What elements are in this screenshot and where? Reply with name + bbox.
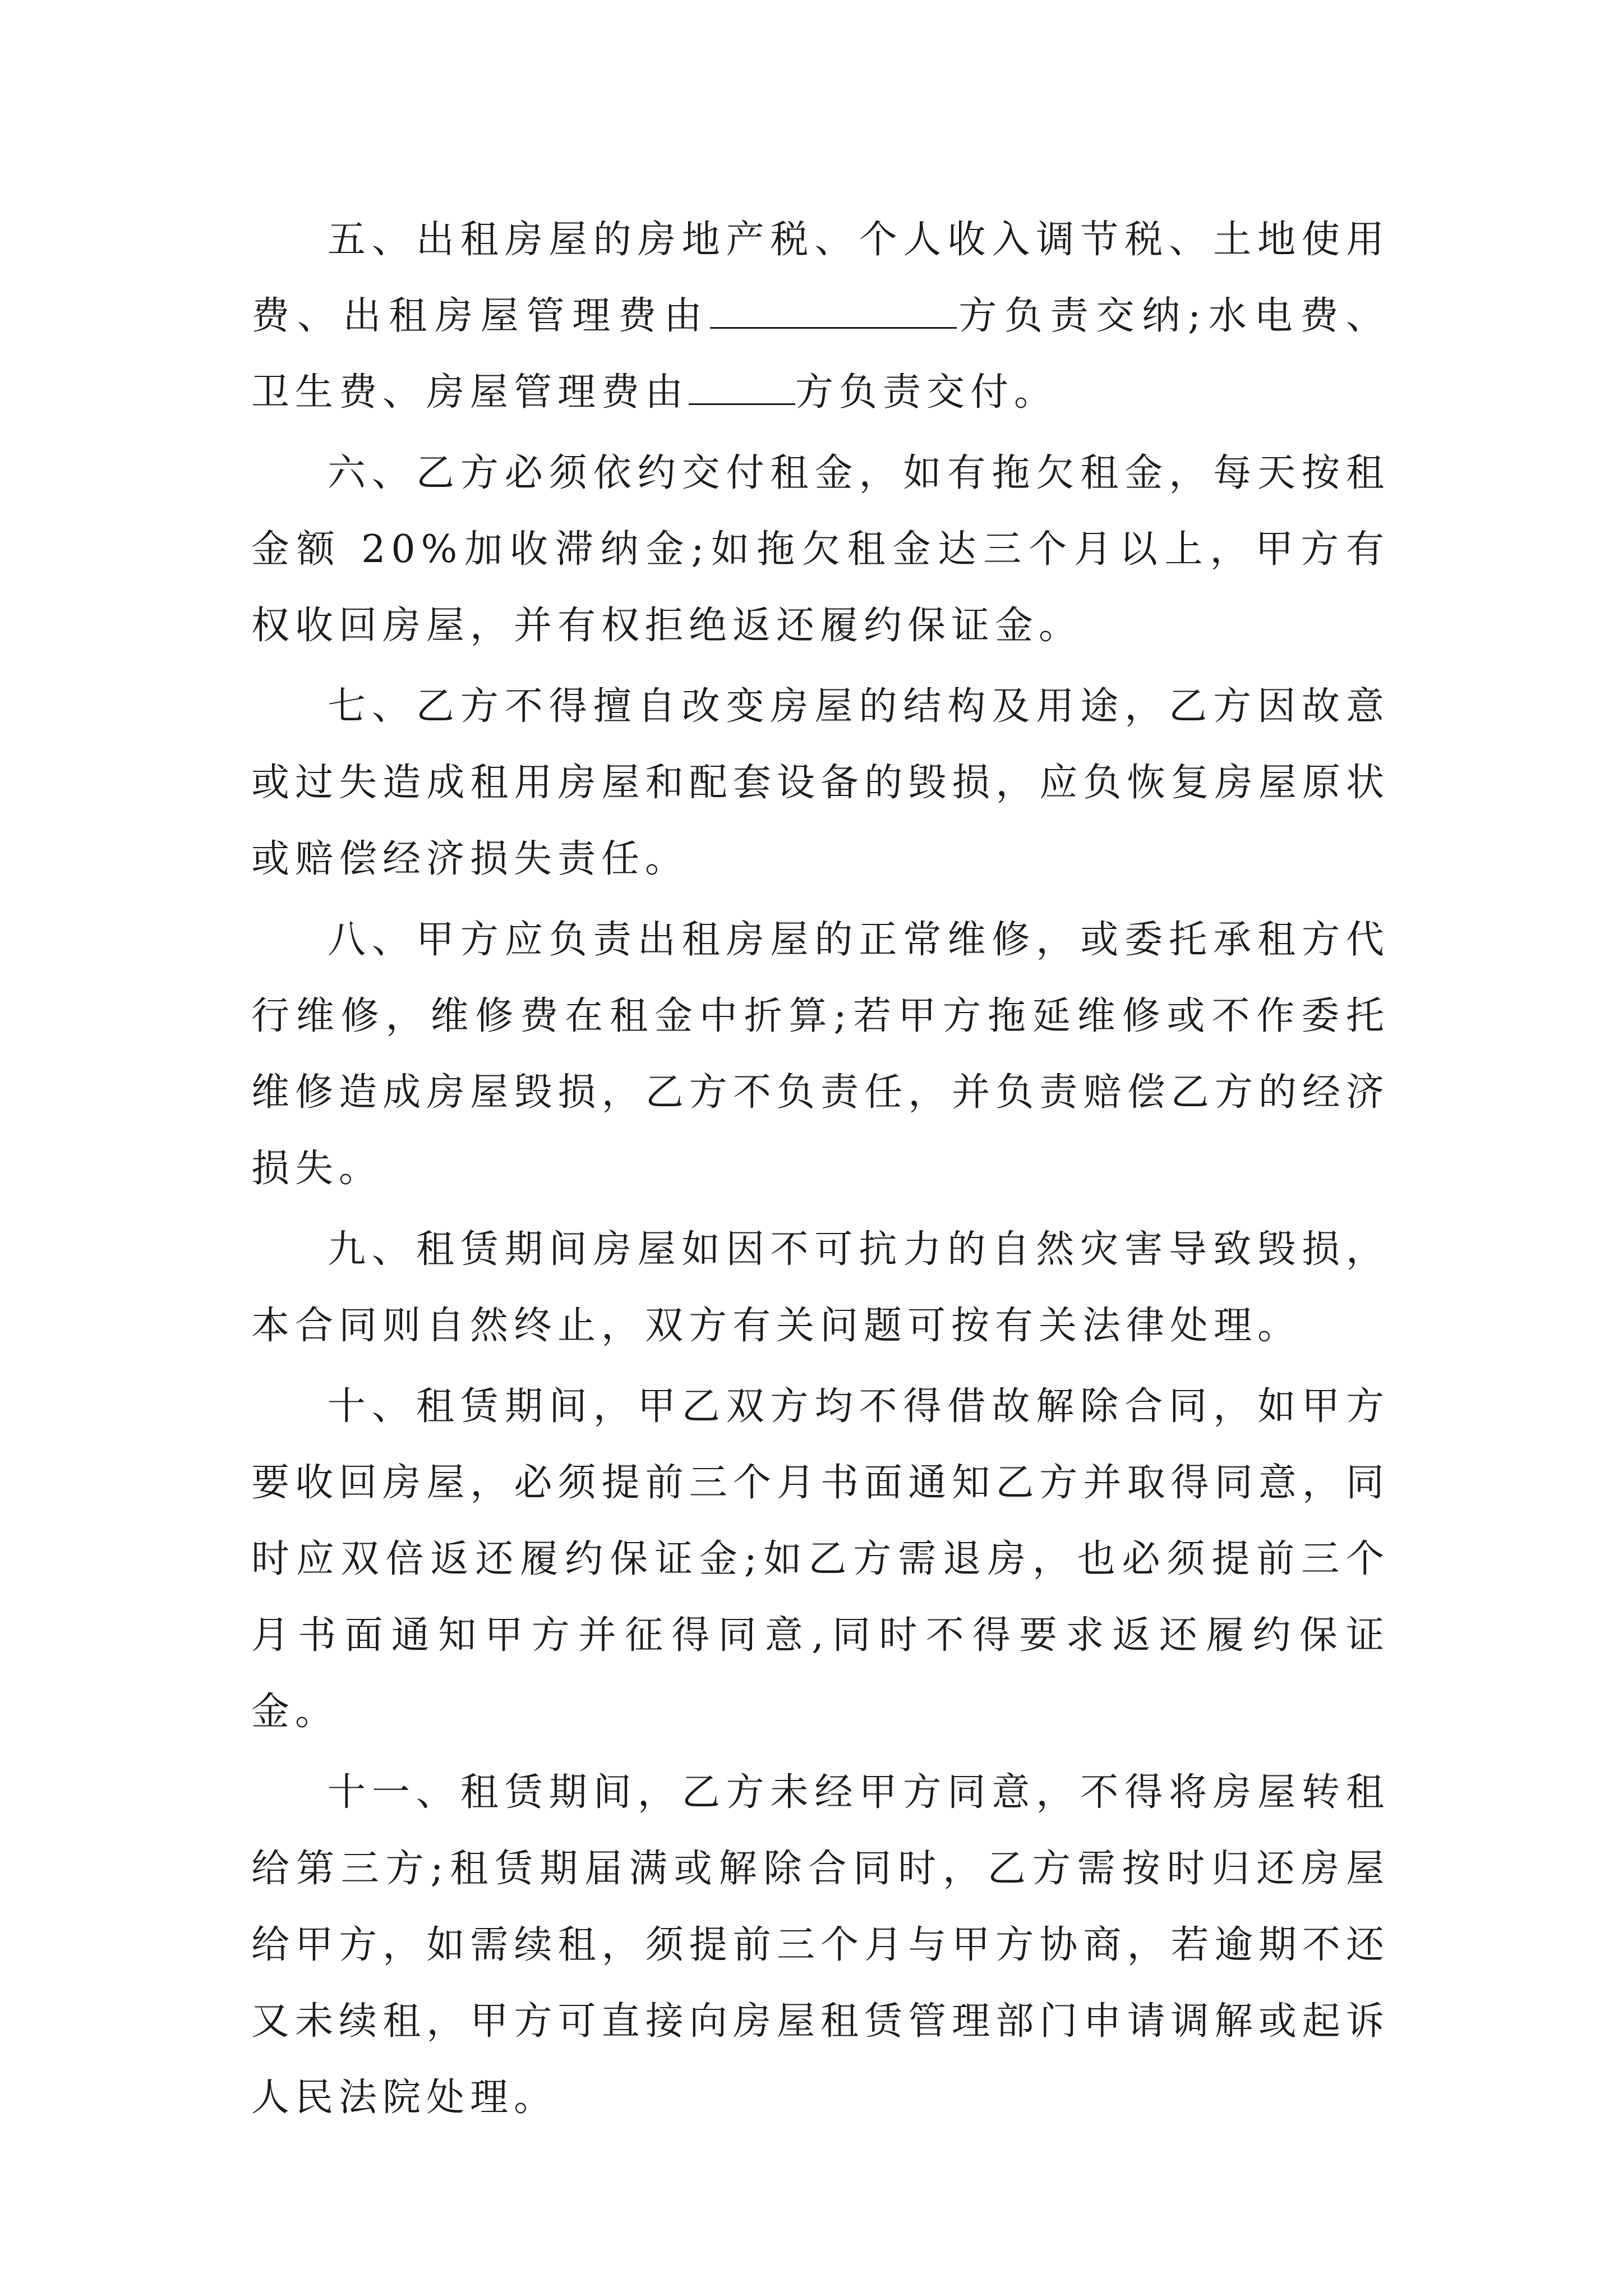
clause-6: 六、乙方必须依约交付租金，如有拖欠租金，每天按租金额 20%加收滞纳金;如拖欠租金达三个月以上，甲方有权收回房屋，并有权拒绝返还履约保证金。 [251, 451, 1390, 648]
clause-5-part-3: 方负责交付。 [795, 370, 1058, 415]
clause-8: 八、甲方应负责出租房屋的正常维修，或委托承租方代行维修，维修费在租金中折算;若甲方拖延维修或不作委托维修造成房屋毁损，乙方不负责任，并负责赔偿乙方的经济损失。 [251, 918, 1390, 1191]
clause-9: 九、租赁期间房屋如因不可抗力的自然灾害导致毁损，本合同则自然终止，双方有关问题可按有关法律处理。 [251, 1227, 1390, 1348]
fill-in-blank-utility-party [689, 370, 795, 405]
clause-11: 十一、租赁期间，乙方未经甲方同意，不得将房屋转租给第三方;租赁期届满或解除合同时，乙方需按时归还房屋给甲方，如需续租，须提前三个月与甲方协商，若逾期不还又未续租，甲方可直接向房屋租赁管理部门申请调解或起诉人民法院处理。 [251, 1770, 1390, 2120]
fill-in-blank-tax-party [710, 293, 957, 329]
clause-5 [251, 202, 1390, 431]
clause-10: 十、租赁期间，甲乙双方均不得借故解除合同，如甲方要收回房屋，必须提前三个月书面通知乙方并取得同意，同时应双倍返还履约保证金;如乙方需退房，也必须提前三个月书面通知甲方并征得同意,同时不得要求返还履约保证金。 [251, 1384, 1390, 1734]
document-body [251, 202, 1390, 2141]
clause-7: 七、乙方不得擅自改变房屋的结构及用途，乙方因故意或过失造成租用房屋和配套设备的毁损，应负恢复房屋原状或赔偿经济损失责任。 [251, 684, 1390, 881]
clause-5-part-1: 五、出租房屋的房地产税、个人收入调节税、土地使用费、出租房屋管理费由 [251, 218, 1390, 338]
clause-5-part-2: 方负责交纳;水电费、卫生费、房屋管理费由 [251, 294, 1390, 415]
